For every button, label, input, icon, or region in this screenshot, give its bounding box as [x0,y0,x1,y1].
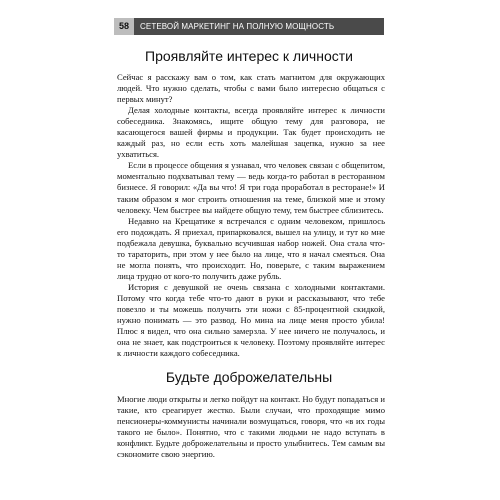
section-heading: Будьте доброжелательны [165,369,333,385]
section-body [117,394,385,460]
paragraph: Делая холодные контакты, всегда проявляйте интерес к личности собеседника. Знакомясь, ищите общую тему для разговора, не касающегося вашей фирмы и продукции. Так будет происходить не каждый раз, но если есть хоть малейшая зацепка, нужно за нее ухватиться. [117,105,385,160]
section-heading: Проявляйте интерес к личности [145,48,353,64]
page-number: 58 [114,18,134,35]
running-title: СЕТЕВОЙ МАРКЕТИНГ НА ПОЛНУЮ МОЩНОСТЬ [134,18,384,35]
section-body [117,72,385,359]
paragraph: История с девушкой не очень связана с холодными контактами. Потому что когда тебе что-то дают в руки и рассказывают, что тебе повезло и ты можешь получить эти ножи с 85-процентной скидкой, нужно понимать — это развод. Но мина на лице меня просто убила! Плюс я видел, что она сильно замерзла. У нее ничего не получалось, и она не знает, как подстроиться к человеку. Поэтому проявляйте интерес к личности каждого собеседника. [117,281,385,359]
paragraph: Сейчас я расскажу вам о том, как стать магнитом для окружающих людей. Что нужно сделать, чтобы с вами было интересно общаться с первых минут? [117,72,385,105]
paragraph: Если в процессе общения я узнавал, что человек связан с общепитом, моментально подхватывал тему — ведь когда-то работал в ресторанном бизнесе. Я говорил: «Да вы что! Я три года проработал в ресторане!» И таким образом я мог строить отношения на теме, близкой мне и этому человеку. Чем быстрее вы найдете общую тему, тем быстрее сблизитесь. [117,160,385,215]
page-header [114,18,384,35]
paragraph: Многие люди открыты и легко пойдут на контакт. Но будут попадаться и такие, кто среагирует жестко. Были случаи, что проходящие мимо пенсионеры-коммунисты начинали возмущаться, говоря, что «в их годы такого не было». Понятно, что с такими людьми не надо вступать в конфликт. Будьте доброжелательны и просто улыбнитесь. Тем самым вы сэкономите свою энергию. [117,394,385,460]
paragraph: Недавно на Крещатике я встречался с одним человеком, пришлось его подождать. Я приехал, припарковался, вышел на улицу, и тут ко мне подбежала девушка, буквально всучившая набор ножей. Она стала что-то тараторить, при этом у нее было на лице, что я начал смеяться. Она не могла понять, что происходит. Но, поверьте, с таким выражением лица трудно от кого-то получить даже рубль. [117,215,385,281]
